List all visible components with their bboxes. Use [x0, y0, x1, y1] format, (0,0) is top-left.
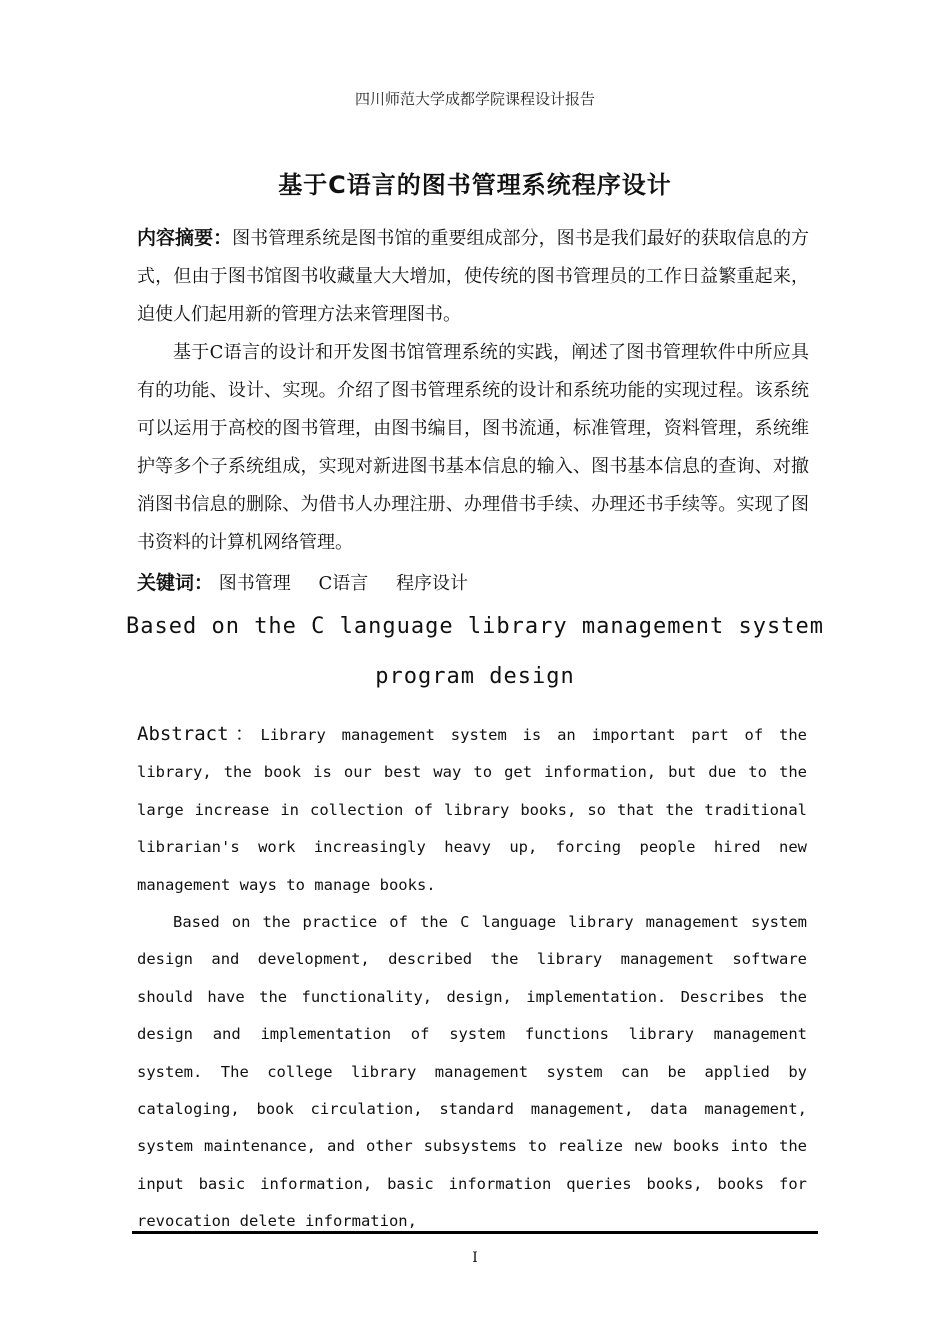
- chinese-title: 基于C语言的图书管理系统程序设计: [278, 171, 672, 199]
- keyword-item: 程序设计: [396, 573, 468, 594]
- page-header: 四川师范大学成都学院课程设计报告: [354, 90, 595, 108]
- keywords-label: 关键词：: [137, 572, 214, 594]
- footer-divider: [132, 1231, 818, 1234]
- keyword-item: 图书管理: [218, 573, 291, 594]
- english-abstract-text-1: Library management system is an important part of the library, the book is our best way to get information, but due to the large increase in collection of library books, so that the traditional librarian's work increasingly heavy up, forcing people hired new management ways to manage books.: [137, 726, 807, 894]
- keywords-line: [137, 568, 490, 595]
- chinese-abstract-label: 内容摘要：: [137, 227, 233, 249]
- english-title-line-2: program design: [375, 664, 575, 689]
- chinese-abstract-paragraph-1: [137, 219, 809, 334]
- chinese-abstract: [137, 219, 809, 562]
- english-abstract-paragraph-2: Based on the practice of the C language library management system design and development, described the library management software should have the functionality, design, implementation. Describes the design and implementation of system functions library management system. The college library management system can be applied by cataloging, book circulation, standard management, data management, system maintenance, and other subsystems to realize new books into the input basic information, basic information queries books, books for revocation delete information,: [137, 913, 807, 1231]
- keyword-item: C语言: [318, 573, 369, 594]
- page-number: I: [472, 1250, 478, 1266]
- english-abstract-paragraph-1: [137, 716, 807, 904]
- chinese-abstract-text-1: 图书管理系统是图书馆的重要组成部分，图书是我们最好的获取信息的方式，但由于图书馆图书收藏量大大增加，使传统的图书管理员的工作日益繁重起来，迫使人们起用新的管理方法来管理图书。: [137, 228, 809, 325]
- english-abstract: [137, 716, 807, 1241]
- chinese-abstract-paragraph-2: 基于C语言的设计和开发图书馆管理系统的实践，阐述了图书管理软件中所应具有的功能、设计、实现。介绍了图书管理系统的设计和系统功能的实现过程。该系统可以运用于高校的图书管理，由图书编目，图书流通，标准管理，资料管理，系统维护等多个子系统组成，实现对新进图书基本信息的输入、图书基本信息的查询、对撤消图书信息的删除、为借书人办理注册、办理借书手续、办理还书手续等。实现了图书资料的计算机网络管理。: [137, 342, 809, 553]
- english-abstract-label: Abstract：: [137, 723, 261, 745]
- english-title-line-1: Based on the C language library management system: [125, 614, 824, 639]
